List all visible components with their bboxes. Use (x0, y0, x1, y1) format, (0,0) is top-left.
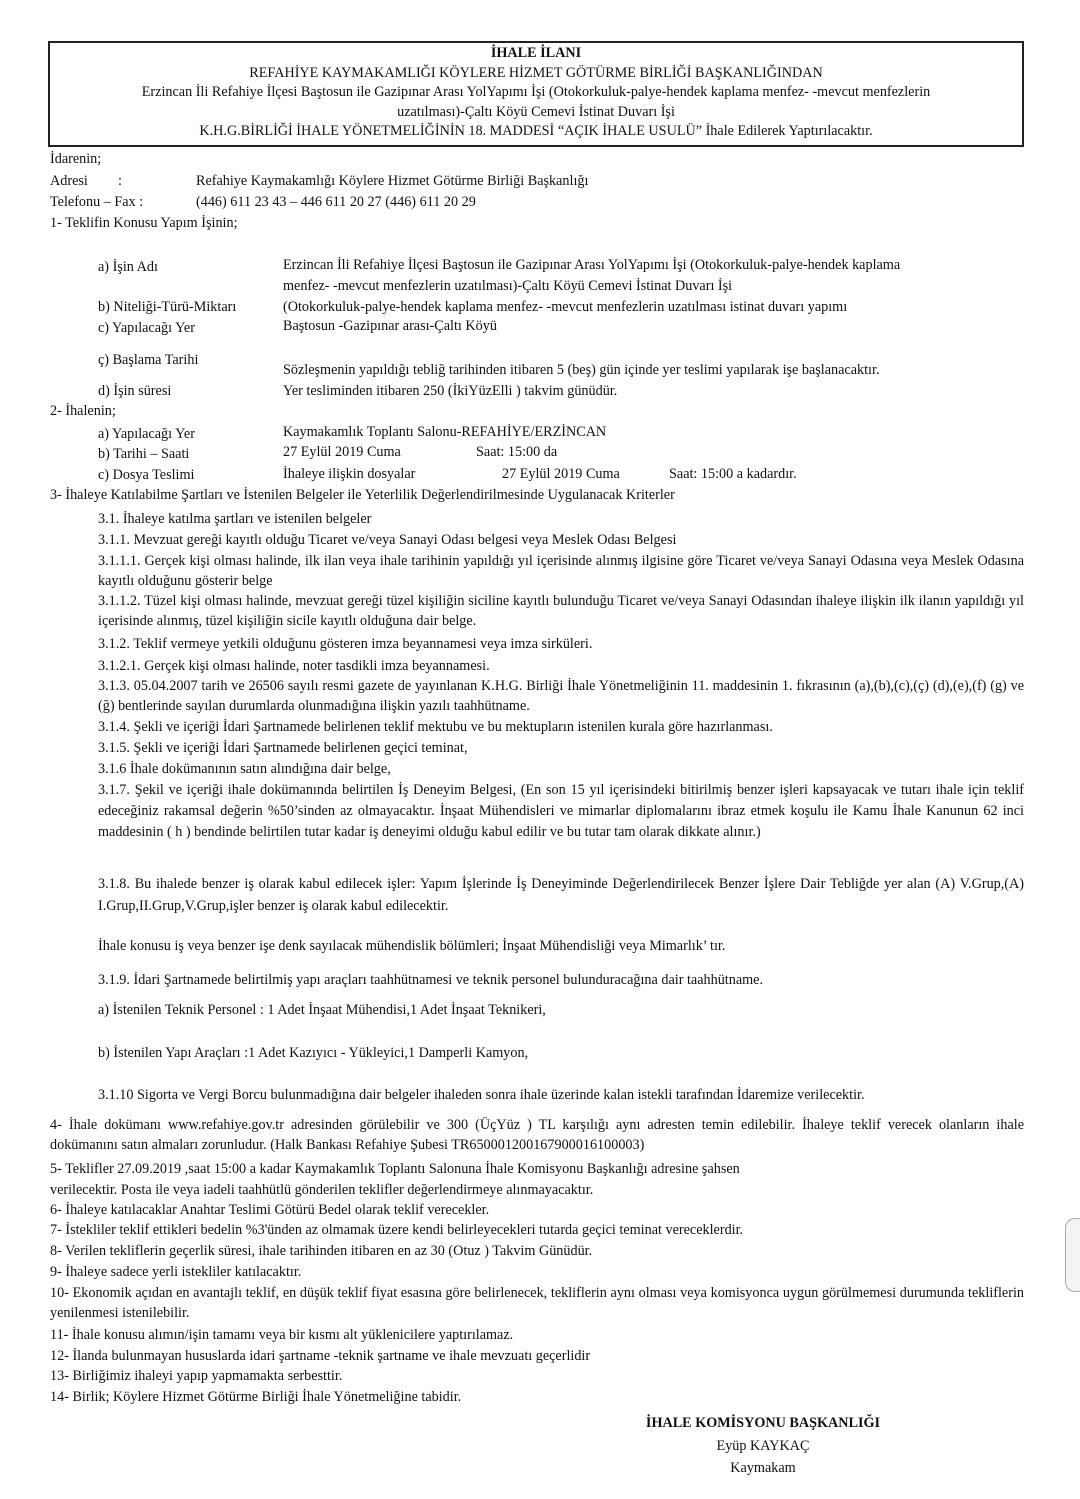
section1-title: 1- Teklifin Konusu Yapım İşinin; (50, 215, 238, 231)
construction-equipment: b) İstenilen Yapı Araçları :1 Adet Kazıyıcı - Yükleyici,1 Damperli Kamyon, (98, 1045, 529, 1061)
s3-1-5: 3.1.5. Şekli ve içeriği İdari Şartnamede belirlenen geçici teminat, (98, 740, 468, 756)
address-value: Refahiye Kaymakamlığı Köylere Hizmet Götürme Birliği Başkanlığı (196, 173, 589, 189)
s1-a-value: Erzincan İli Refahiye İlçesi Baştosun ile Gazipınar Arası YolYapımı İşi (Otokorkuluk-palye-hendek kaplama (283, 257, 901, 273)
section2-title: 2- İhalenin; (50, 403, 116, 419)
item-12: 12- İlanda bulunmayan hususlarda idari şartname -teknik şartname ve ihale mevzuatı geçerlidir (50, 1348, 591, 1364)
s3-1-3: 3.1.3. 05.04.2007 tarih ve 26506 sayılı resmi gazete de yayınlanan K.H.G. Birliği İhale Yönetmeliğinin 11. maddesinin 1. fıkrasının (a),(b),(c),(ç) (d),(e),(f) (g) ve (ğ) bentlerinde sayılan durumlarda olunmadığına ilişkin yazılı taahhütname. (98, 678, 1024, 714)
engineering-note: İhale konusu iş veya benzer işe denk sayılacak mühendislik bölümleri; İnşaat Mühendisliği veya Mimarlık’ tır. (98, 938, 726, 954)
signature-office: İHALE KOMİSYONU BAŞKANLIĞI (645, 1415, 881, 1431)
s3-1-2-1: 3.1.2.1. Gerçek kişi olması halinde, noter tasdikli imza beyannamesi. (98, 658, 490, 674)
technical-personnel: a) İstenilen Teknik Personel : 1 Adet İnşaat Mühendisi,1 Adet İnşaat Teknikeri, (98, 1002, 546, 1018)
s3-1-4: 3.1.4. Şekli ve içeriği İdari Şartnamede belirlenen teklif mektubu ve bu mektupların istenilen kurala göre hazırlanması. (98, 719, 773, 735)
s2-b-time: Saat: 15:00 da (476, 444, 558, 460)
item-9: 9- İhaleye sadece yerli istekliler katılacaktır. (50, 1264, 302, 1280)
s3-1-1-1: 3.1.1.1. Gerçek kişi olması halinde, ilk ilan veya ihale tarihinin yapıldığı yıl içerisinde alınmış ilgisine göre Ticaret ve/veya Sanayi Odasına veya Meslek Odasına kayıtlı olduğunu gösterir belge (98, 553, 1024, 589)
s1-b-label: b) Niteliği-Türü-Miktarı (98, 299, 237, 315)
project-line-cont: uzatılması)-Çaltı Köyü Cemevi İstinat Duvarı İşi (397, 103, 675, 120)
item-5-cont: verilecektir. Posta ile veya iadeli taahhütlü gönderilen teklifler değerlendirmeye alınmayacaktır. (50, 1182, 594, 1198)
side-scroll-handle[interactable] (1065, 1218, 1080, 1292)
s1-cc-label: ç) Başlama Tarihi (98, 352, 199, 368)
s1-c-label: c) Yapılacağı Yer (98, 320, 195, 336)
s2-b-date: 27 Eylül 2019 Cuma (283, 444, 401, 460)
s1-d-value: Yer tesliminden itibaren 250 (İkiYüzElli ) takvim günüdür. (283, 383, 618, 399)
s3-1-8: 3.1.8. Bu ihalede benzer iş olarak kabul edilecek işler: Yapım İşlerinde İş Deneyiminde Değerlendirilecek Benzer İşlere Dair Tebliğde yer alan (A) V.Grup,(A) I.Grup,II.Grup,V.Grup,işler benzer iş olarak kabul edilecektir. (98, 876, 1024, 914)
s3-1: 3.1. İhaleye katılma şartları ve istenilen belgeler (98, 511, 372, 527)
signature-name: Eyüp KAYKAÇ (716, 1438, 810, 1454)
s3-1-1-2: 3.1.1.2. Tüzel kişi olması halinde, mevzuat gereği tüzel kişiliğin siciline kayıtlı bulunduğu Ticaret ve/veya Sanayi Odasından ihaleye ilişkin ilk ilanın yapıldığı yıl içerisinde alınmış, tüzel kişiliğin sicile kayıtlı olduğuna dair belge. (98, 593, 1024, 629)
issuer-line: REFAHİYE KAYMAKAMLIĞI KÖYLERE HİZMET GÖTÜRME BİRLİĞİ BAŞKANLIĞINDAN (249, 64, 823, 81)
s2-c-value: İhaleye ilişkin dosyalar (283, 466, 416, 482)
s3-1-10: 3.1.10 Sigorta ve Vergi Borcu bulunmadığına dair belgeler ihaleden sonra ihale üzerinde kalan istekli tarafından İdaremize verilecektir. (98, 1087, 865, 1103)
s3-1-9: 3.1.9. İdari Şartnamede belirtilmiş yapı araçları taahhütnamesi ve teknik personel bulunduracağına dair taahhütname. (98, 972, 763, 988)
s3-1-2: 3.1.2. Teklif vermeye yetkili olduğunu gösteren imza beyannamesi veya imza sirküleri. (98, 636, 593, 652)
procedure-line: K.H.G.BİRLİĞİ İHALE YÖNETMELİĞİNİN 18. MADDESİ “AÇIK İHALE USULÜ” İhale Edilerek Yaptırılacaktır. (199, 123, 873, 139)
item-10: 10- Ekonomik açıdan en avantajlı teklif, en düşük teklif fiyat esasına göre belirlenecek, tekliflerin aynı olması veya komisyonca uygun görülmemesi durumunda tekliflerin yenilenmesi istenilebilir. (50, 1285, 1024, 1321)
project-line: Erzincan İli Refahiye İlçesi Baştosun ile Gazipınar Arası YolYapımı İşi (Otokorkuluk-palye-hendek kaplama menfez- -mevcut menfezlerin (141, 84, 931, 100)
item-5: 5- Teklifler 27.09.2019 ,saat 15:00 a kadar Kaymakamlık Toplantı Salonuna İhale Komisyonu Başkanlığı adresine şahsen (50, 1161, 740, 1177)
s2-c-date: 27 Eylül 2019 Cuma (502, 466, 620, 482)
signature-title: Kaymakam (730, 1460, 796, 1476)
s2-a-value: Kaymakamlık Toplantı Salonu-REFAHİYE/ERZİNCAN (283, 424, 607, 440)
header-box (48, 41, 1024, 147)
item-6: 6- İhaleye katılacaklar Anahtar Teslimi Götürü Bedel olarak teklif verecekler. (50, 1202, 490, 1218)
admin-intro: İdarenin; (50, 151, 102, 167)
item-11: 11- İhale konusu alımın/işin tamamı veya bir kısmı alt yüklenicilere yaptırılamaz. (50, 1327, 514, 1343)
item-13: 13- Birliğimiz ihaleyi yapıp yapmamakta serbesttir. (50, 1368, 343, 1384)
item-8: 8- Verilen tekliflerin geçerlik süresi, ihale tarihinden itibaren en az 30 (Otuz ) Takvim Günüdür. (50, 1243, 593, 1259)
s1-a-label: a) İşin Adı (98, 259, 158, 275)
s2-a-label: a) Yapılacağı Yer (98, 426, 195, 442)
item-14: 14- Birlik; Köylere Hizmet Götürme Birliği İhale Yönetmeliğine tabidir. (50, 1389, 462, 1405)
s3-1-1: 3.1.1. Mevzuat gereği kayıtlı olduğu Ticaret ve/veya Sanayi Odası belgesi veya Meslek Odası Belgesi (98, 532, 677, 548)
s1-b-value: (Otokorkuluk-palye-hendek kaplama menfez- -mevcut menfezlerin uzatılması istinat duvarı yapımı (283, 299, 848, 315)
phone-value: (446) 611 23 43 – 446 611 20 27 (446) 611 20 29 (196, 194, 476, 210)
section3-title: 3- İhaleye Katılabilme Şartları ve İstenilen Belgeler ile Yeterlilik Değerlendirilmesinde Uygulanacak Kriterler (50, 487, 675, 503)
s3-1-7: 3.1.7. Şekil ve içeriği ihale dokümanında belirtilen İş Deneyim Belgesi, (En son 15 yıl içerisindeki bitirilmiş benzer işleri kapsayacak ve tutarı ihale için teklif edeceğiniz rakamsal değerin %50’sinden az olmayacaktır. İnşaat Mühendisleri ve mimarlar diplomalarını ibraz etmek koşulu ile Kamu İhale Kanunun 62 inci maddesinin ( h ) bendinde belirtilen tutar kadar iş deneyimi olduğu kabul edilir ve bu tutar tam olarak dikkate alınır.) (98, 782, 1024, 840)
s1-c-value: Baştosun -Gazipınar arası-Çaltı Köyü (283, 318, 497, 334)
address-sep: : (118, 173, 122, 189)
address-label: Adresi (50, 173, 88, 189)
item-4: 4- İhale dokümanı www.refahiye.gov.tr adresinden görülebilir ve 300 (ÜçYüz ) TL karşılığı aynı adresten temin edilebilir. İhaleye teklif verecek olanların ihale dokümanını satın almaları zorunludur. (Halk Bankası Refahiye Şubesi TR650001200167900016100003) (50, 1117, 1024, 1153)
phone-label: Telefonu – Fax : (50, 194, 144, 210)
notice-title: İHALE İLANI (490, 45, 582, 61)
s2-c-label: c) Dosya Teslimi (98, 467, 195, 483)
item-7: 7- İstekliler teklif ettikleri bedelin %3'ünden az olmamak üzere kendi belirleyecekleri tutarda geçici teminat vereceklerdir. (50, 1222, 744, 1238)
s3-1-6: 3.1.6 İhale dokümanının satın alındığına dair belge, (98, 761, 391, 777)
s2-b-label: b) Tarihi – Saati (98, 446, 190, 462)
s1-cc-value: Sözleşmenin yapıldığı tebliğ tarihinden itibaren 5 (beş) gün içinde yer teslimi yapılarak işe başlanacaktır. (283, 362, 880, 378)
s1-d-label: d) İşin süresi (98, 383, 172, 399)
s1-a-value-cont: menfez- -mevcut menfezlerin uzatılması)-Çaltı Köyü Cemevi İstinat Duvarı İşi (283, 278, 733, 294)
s2-c-time: Saat: 15:00 a kadardır. (669, 466, 797, 482)
